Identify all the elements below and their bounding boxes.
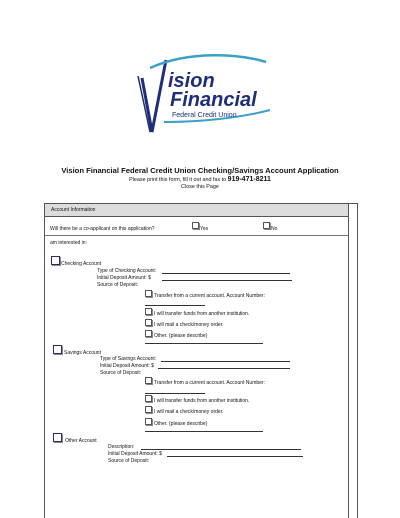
savings-institution-label: I will transfer funds from another institution. <box>154 398 250 404</box>
vision-financial-logo <box>130 40 280 140</box>
checking-check-checkbox[interactable] <box>145 319 152 326</box>
checking-account-checkbox[interactable] <box>51 256 60 265</box>
checking-transfer-checkbox[interactable] <box>145 290 152 297</box>
coapplicant-no-label: No <box>271 226 278 232</box>
coapplicant-yes-checkbox[interactable] <box>192 222 199 229</box>
close-page-link[interactable]: Close this Page <box>181 184 219 190</box>
savings-account-checkbox[interactable] <box>53 345 62 354</box>
other-account-checkbox[interactable] <box>53 433 62 442</box>
savings-transfer-label: Transfer from a current account. Account Number: <box>154 380 265 386</box>
savings-deposit-field[interactable] <box>158 368 290 369</box>
checking-deposit-field[interactable] <box>162 280 292 281</box>
section-header <box>45 204 348 217</box>
savings-other-label: Other. (please describe) <box>154 421 208 427</box>
checking-institution-checkbox[interactable] <box>145 308 152 315</box>
fax-instruction <box>0 176 400 183</box>
logo-word-vision: ision <box>168 70 215 92</box>
other-description-field[interactable] <box>141 449 301 450</box>
savings-deposit-label: Initial Deposit Amount: $ <box>100 363 154 369</box>
other-description-label: Description: <box>108 444 135 450</box>
checking-account-label: Checking Account <box>61 261 102 267</box>
checking-check-label: I will mail a check/money order. <box>154 322 224 328</box>
instruction-text: Please print this form, fill it out and fax to <box>129 177 227 183</box>
checking-source-label: Source of Deposit: <box>97 282 139 288</box>
logo-word-fcu: Federal Credit Union <box>172 112 237 119</box>
savings-other-field[interactable] <box>145 431 263 432</box>
other-deposit-label: Initial Deposit Amount: $ <box>108 451 162 457</box>
savings-check-checkbox[interactable] <box>145 406 152 413</box>
checking-institution-label: I will transfer funds from another institution. <box>154 311 250 317</box>
coapplicant-question: Will there be a co-applicant on this application? <box>50 226 155 232</box>
savings-other-checkbox[interactable] <box>145 418 152 425</box>
page-title: Vision Financial Federal Credit Union Checking/Savings Account Application <box>61 166 339 175</box>
savings-account-number-field[interactable] <box>145 393 205 394</box>
checking-other-label: Other. (please describe) <box>154 333 208 339</box>
logo-word-financial: Financial <box>170 89 257 111</box>
form-frame-divider <box>348 203 349 518</box>
savings-type-field[interactable] <box>161 361 290 362</box>
other-deposit-field[interactable] <box>167 456 303 457</box>
checking-type-label: Type of Checking Account: <box>97 268 157 274</box>
checking-transfer-label: Transfer from a current account. Account Number: <box>154 293 265 299</box>
coapplicant-yes-label: Yes <box>200 226 209 232</box>
savings-source-label: Source of Deposit: <box>100 370 142 376</box>
other-account-label: Other Account <box>65 438 97 444</box>
coapplicant-no-checkbox[interactable] <box>263 222 270 229</box>
section-title: Account Information <box>51 207 96 213</box>
checking-deposit-label: Initial Deposit Amount: $ <box>97 275 151 281</box>
fax-number: 919-471-8211 <box>227 176 271 183</box>
row-divider <box>45 235 348 236</box>
checking-other-checkbox[interactable] <box>145 330 152 337</box>
checking-other-field[interactable] <box>145 343 263 344</box>
interested-label: am interested in: <box>50 240 87 246</box>
savings-check-label: I will mail a check/money order. <box>154 409 224 415</box>
savings-transfer-checkbox[interactable] <box>145 377 152 384</box>
checking-type-field[interactable] <box>162 273 290 274</box>
savings-type-label: Type of Savings Account: <box>100 356 157 362</box>
savings-account-label: Savings Account <box>64 350 101 356</box>
savings-institution-checkbox[interactable] <box>145 395 152 402</box>
other-source-label: Source of Deposit: <box>108 458 150 464</box>
checking-account-number-field[interactable] <box>145 305 205 306</box>
